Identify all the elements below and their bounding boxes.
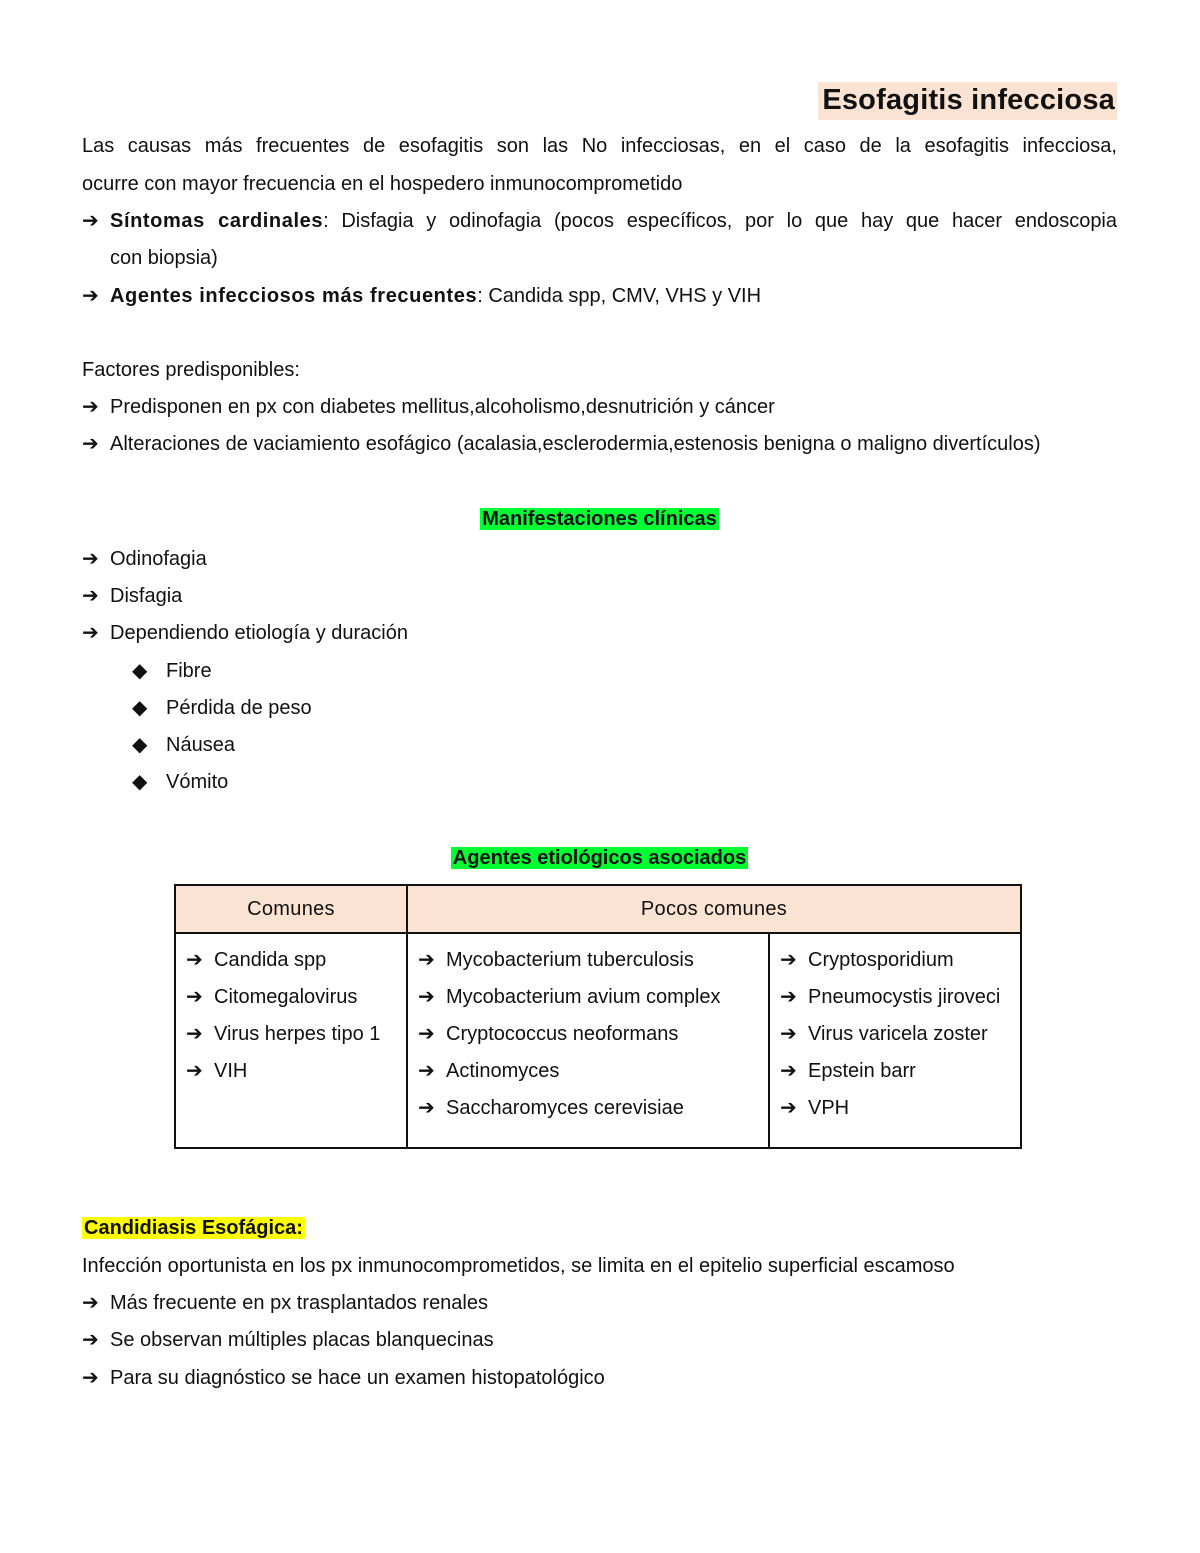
diamond-bullet-icon: ◆ — [132, 771, 148, 793]
candidiasis-text: Infección oportunista en los px inmunocomprometidos, se limita en el epitelio superficial escamoso — [82, 1255, 955, 1277]
header-pocos-comunes: Pocos comunes — [407, 885, 1021, 933]
list-item — [82, 1360, 1117, 1397]
agentes-table — [174, 884, 1022, 1149]
list-item — [186, 979, 406, 1016]
list-item — [82, 1285, 1117, 1322]
list-item — [418, 1016, 768, 1053]
candidiasis-item: Se observan múltiples placas blanquecinas — [110, 1329, 494, 1351]
arrow-icon: ➔ — [82, 210, 99, 232]
agent-name: Candida spp — [214, 949, 327, 971]
arrow-icon: ➔ — [780, 1060, 797, 1082]
list-item — [82, 578, 1117, 615]
list-item — [186, 1016, 406, 1053]
list-item — [132, 727, 1167, 764]
intro-line-1: Las causas más frecuentes de esofagitis son las No infecciosas, en el caso de la esofagitis infecciosa, — [82, 135, 1117, 157]
list-item — [132, 764, 1167, 801]
arrow-icon: ➔ — [82, 1292, 99, 1314]
arrow-icon: ➔ — [186, 949, 203, 971]
agent-name: Mycobacterium tuberculosis — [446, 949, 694, 971]
list-item — [82, 541, 1117, 578]
agentes-frecuentes-text: : Candida spp, CMV, VHS y VIH — [477, 285, 762, 307]
agentes-table-heading: Agentes etiológicos asociados — [452, 847, 747, 869]
list-item — [82, 426, 1117, 463]
factor-item: Predisponen en px con diabetes mellitus,alcoholismo,desnutrición y cáncer — [110, 396, 775, 418]
manifestaciones-heading: Manifestaciones clínicas — [482, 508, 717, 530]
list-item — [132, 653, 1167, 690]
table-cell-pocos-comunes-1 — [407, 933, 769, 1148]
agent-name: Mycobacterium avium complex — [446, 986, 721, 1008]
list-item — [186, 942, 406, 979]
agent-name: Cryptococcus neoformans — [446, 1023, 679, 1045]
agent-name: Virus herpes tipo 1 — [214, 1023, 381, 1045]
list-item — [780, 1053, 1020, 1090]
arrow-icon: ➔ — [186, 986, 203, 1008]
agent-name: Actinomyces — [446, 1060, 560, 1082]
list-item — [780, 1090, 1020, 1127]
arrow-icon: ➔ — [82, 433, 99, 455]
agentes-table-heading-row — [82, 840, 1117, 877]
arrow-icon: ➔ — [418, 949, 435, 971]
intro-line-2: ocurre con mayor frecuencia en el hospedero inmunocomprometido — [82, 173, 683, 195]
arrow-icon: ➔ — [82, 285, 99, 307]
arrow-icon: ➔ — [82, 585, 99, 607]
list-item — [132, 690, 1167, 727]
arrow-icon: ➔ — [418, 1097, 435, 1119]
table-row — [175, 933, 1021, 1148]
agent-name: Cryptosporidium — [808, 949, 954, 971]
arrow-icon: ➔ — [82, 396, 99, 418]
list-item — [82, 615, 1117, 652]
arrow-icon: ➔ — [780, 986, 797, 1008]
subitem: Vómito — [166, 771, 229, 793]
arrow-icon: ➔ — [418, 1023, 435, 1045]
arrow-icon: ➔ — [186, 1060, 203, 1082]
table-cell-pocos-comunes-2 — [769, 933, 1021, 1148]
arrow-icon: ➔ — [418, 1060, 435, 1082]
candidiasis-heading: Candidiasis Esofágica: — [84, 1217, 303, 1239]
agent-name: Saccharomyces cerevisiae — [446, 1097, 684, 1119]
sintomas-label: Síntomas cardinales — [110, 210, 324, 232]
arrow-icon: ➔ — [418, 986, 435, 1008]
agent-name: Pneumocystis jiroveci — [808, 986, 1001, 1008]
subitem: Fibre — [166, 660, 212, 682]
factores-heading: Factores predisponibles: — [82, 359, 300, 381]
agent-name: Virus varicela zoster — [808, 1023, 988, 1045]
title-container — [818, 82, 1117, 120]
table-cell-comunes — [175, 933, 407, 1148]
diamond-bullet-icon: ◆ — [132, 734, 148, 756]
arrow-icon: ➔ — [780, 1023, 797, 1045]
manifestacion-item: Odinofagia — [110, 548, 207, 570]
agent-name: VPH — [808, 1097, 850, 1119]
list-item — [418, 979, 768, 1016]
manifestacion-item: Dependiendo etiología y duración — [110, 622, 408, 644]
list-item — [82, 1322, 1117, 1359]
factor-item: Alteraciones de vaciamiento esofágico (acalasia,esclerodermia,estenosis benigna o maligno divertículos) — [110, 433, 1041, 455]
list-item — [186, 1053, 406, 1090]
arrow-icon: ➔ — [82, 622, 99, 644]
list-item — [82, 389, 1117, 426]
agent-name: Citomegalovirus — [214, 986, 358, 1008]
agentes-frecuentes-label: Agentes infecciosos más frecuentes — [110, 285, 478, 307]
page-title: Esofagitis infecciosa — [818, 82, 1117, 120]
arrow-icon: ➔ — [82, 1367, 99, 1389]
agentes-frecuentes-line — [82, 278, 1117, 315]
table-header-row — [175, 885, 1021, 933]
header-comunes: Comunes — [175, 885, 407, 933]
candidiasis-item: Más frecuente en px trasplantados renales — [110, 1292, 488, 1314]
list-item — [418, 1053, 768, 1090]
arrow-icon: ➔ — [186, 1023, 203, 1045]
list-item — [780, 942, 1020, 979]
sintomas-text: : Disfagia y odinofagia (pocos específicos, por lo que hay que hacer endoscopia — [323, 210, 1118, 232]
diamond-bullet-icon: ◆ — [132, 660, 148, 682]
manifestaciones-heading-row — [82, 501, 1117, 538]
list-item — [780, 1016, 1020, 1053]
arrow-icon: ➔ — [780, 949, 797, 971]
arrow-icon: ➔ — [82, 1329, 99, 1351]
subitem: Náusea — [166, 734, 235, 756]
candidiasis-heading-row — [82, 1210, 1117, 1247]
agent-name: VIH — [214, 1060, 248, 1082]
list-item — [780, 979, 1020, 1016]
arrow-icon: ➔ — [82, 548, 99, 570]
manifestacion-item: Disfagia — [110, 585, 183, 607]
sintomas-line — [82, 203, 1117, 240]
sintomas-line-2: con biopsia) — [110, 247, 218, 269]
diamond-bullet-icon: ◆ — [132, 697, 148, 719]
subitem: Pérdida de peso — [166, 697, 312, 719]
list-item — [418, 942, 768, 979]
candidiasis-item: Para su diagnóstico se hace un examen histopatológico — [110, 1367, 605, 1389]
arrow-icon: ➔ — [780, 1097, 797, 1119]
agent-name: Epstein barr — [808, 1060, 916, 1082]
list-item — [418, 1090, 768, 1127]
